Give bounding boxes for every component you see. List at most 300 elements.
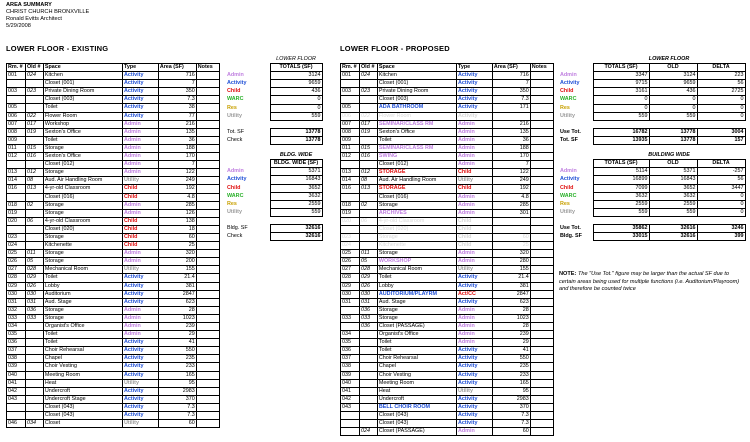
space-name: Flower Room (377, 112, 456, 120)
table-row (7, 282, 220, 290)
summary-type: WARC (227, 192, 244, 199)
space-type: Admin (456, 428, 492, 436)
table-row (7, 355, 220, 363)
space-type: Activity (122, 355, 158, 363)
room-number: 001 (341, 72, 360, 80)
space-type: Child (122, 225, 158, 233)
notes (530, 136, 553, 144)
notes (196, 225, 219, 233)
old-room-number (25, 96, 43, 104)
old-room-number (25, 339, 43, 347)
notes (530, 403, 553, 411)
table-row (341, 403, 554, 411)
old-room-number (25, 136, 43, 144)
old-room-number: 024 (25, 72, 43, 80)
notes (196, 355, 219, 363)
space-name: Undercroft (43, 387, 122, 395)
room-number: 018 (341, 201, 360, 209)
area-sf: 7.3 (158, 96, 196, 104)
summary-type: Utility (227, 208, 242, 215)
space-type: Child (456, 185, 492, 193)
notes (530, 209, 553, 217)
document-header (6, 2, 89, 30)
space-type: Admin (122, 306, 158, 314)
table-row (341, 331, 554, 339)
room-number: 007 (7, 120, 26, 128)
total-value: 32616 (649, 233, 697, 241)
space-name: Choir Vesting (377, 371, 456, 379)
room-number (7, 225, 26, 233)
floor-summary-title: LOWER FLOOR (276, 56, 316, 62)
space-type: Utility (122, 420, 158, 428)
area-sf: 7.3 (158, 403, 196, 411)
space-name: Private Dining Room (43, 88, 122, 96)
summary-type: WARC (560, 192, 577, 199)
notes (196, 72, 219, 80)
notes (196, 242, 219, 250)
notes (196, 201, 219, 209)
summary-value: 56 (697, 80, 745, 88)
old-room-number (25, 395, 43, 403)
room-number: 034 (7, 323, 26, 331)
notes (530, 412, 553, 420)
notes (530, 193, 553, 201)
summary-value: 2725 (697, 88, 745, 96)
notes (530, 363, 553, 371)
use-total-note (559, 271, 744, 294)
old-room-number: 02 (359, 201, 377, 209)
area-sf: 188 (158, 144, 196, 152)
area-sf: 320 (158, 250, 196, 258)
space-type: Activity (122, 363, 158, 371)
total-value: 16782 (593, 128, 649, 136)
space-name: Closet (016) (377, 193, 456, 201)
room-number (341, 420, 360, 428)
proposed-summary-table (559, 56, 746, 241)
notes (530, 347, 553, 355)
room-number: 042 (7, 387, 26, 395)
notes (196, 403, 219, 411)
notes (196, 250, 219, 258)
space-type: Activity (122, 96, 158, 104)
spacer-cell (559, 64, 593, 72)
space-type: Admin (456, 258, 492, 266)
space-type: Utility (122, 379, 158, 387)
room-number: 043 (7, 395, 26, 403)
total-label: Tot. SF (227, 128, 245, 135)
col-header: Rm. # (341, 64, 360, 72)
space-type: Admin (456, 209, 492, 217)
space-type: Activity (456, 403, 492, 411)
total-value: 399 (697, 233, 745, 241)
summary-value: 2559 (649, 200, 697, 208)
table-row (7, 323, 220, 331)
summary-value: 0 (649, 96, 697, 104)
summary-value: 559 (649, 208, 697, 216)
table-row (341, 88, 554, 96)
summary-type: WARC (227, 96, 244, 103)
old-room-number: 012 (359, 169, 377, 177)
space-type: Admin (456, 323, 492, 331)
space-name: Choir Rehearsal (43, 347, 122, 355)
notes (196, 80, 219, 88)
space-name: WORKSHOP (377, 258, 456, 266)
notes (530, 201, 553, 209)
summary-value: 9715 (593, 80, 649, 88)
space-type: Activity (122, 80, 158, 88)
room-number: 008 (7, 128, 26, 136)
spacer-cell (226, 160, 270, 168)
spacer-cell (559, 56, 593, 64)
summary-value: 0 (593, 104, 649, 112)
table-header-row (341, 64, 554, 72)
space-name: Toilet (377, 339, 456, 347)
space-name: STORAGE (377, 169, 456, 177)
room-number: 029 (341, 282, 360, 290)
notes (530, 379, 553, 387)
notes (196, 323, 219, 331)
room-number: 042 (341, 395, 360, 403)
space-type: Child (456, 169, 492, 177)
room-number: 025 (341, 250, 360, 258)
room-number: 039 (7, 363, 26, 371)
table-row (341, 161, 554, 169)
summary-value: 223 (697, 72, 745, 80)
room-number: 012 (341, 153, 360, 161)
space-type: Child (122, 233, 158, 241)
summary-value: 56 (697, 176, 745, 184)
room-number (341, 80, 360, 88)
total-value: 3004 (697, 128, 745, 136)
spacer-cell (559, 216, 593, 224)
col-header: Space (377, 64, 456, 72)
room-number: 031 (7, 298, 26, 306)
space-name: Undercroft (377, 395, 456, 403)
space-name: Lobby (43, 282, 122, 290)
room-number: 013 (7, 169, 26, 177)
old-room-number: 030 (359, 290, 377, 298)
room-number (341, 161, 360, 169)
area-sf: 41 (158, 339, 196, 347)
notes (196, 347, 219, 355)
room-number: 003 (7, 88, 26, 96)
old-room-number: 029 (25, 274, 43, 282)
summary-row (559, 208, 745, 216)
space-name: Organist's Office (43, 323, 122, 331)
notes (196, 387, 219, 395)
room-number: 033 (7, 314, 26, 322)
summary-type: Child (227, 184, 241, 191)
old-room-number: 013 (25, 185, 43, 193)
notes (196, 290, 219, 298)
total-label: Use Tot. (560, 224, 581, 231)
notes (530, 242, 553, 250)
room-number: 014 (7, 177, 26, 185)
room-number: 020 (341, 217, 360, 225)
summary-row (559, 96, 745, 104)
space-name: Closet (016) (43, 193, 122, 201)
room-number: 038 (7, 355, 26, 363)
old-room-number (359, 395, 377, 403)
notes (196, 274, 219, 282)
old-room-number (25, 193, 43, 201)
spacer-cell (226, 145, 270, 153)
table-row (341, 282, 554, 290)
col-header: Notes (196, 64, 219, 72)
spacer-cell (226, 64, 270, 72)
total-label: Bldg. SF (227, 224, 248, 231)
old-room-number (359, 379, 377, 387)
total-value: 32616 (270, 233, 322, 241)
old-room-number: 024 (359, 428, 377, 436)
summary-col-header: DELTA (697, 160, 745, 168)
spacer-cell (226, 216, 270, 224)
room-number: 036 (7, 339, 26, 347)
summary-type: WARC (560, 96, 577, 103)
notes (530, 153, 553, 161)
notes (530, 250, 553, 258)
space-name: Closet (PASSAGE) (377, 428, 456, 436)
old-room-number (25, 379, 43, 387)
summary-value: 5371 (649, 168, 697, 176)
summary-title: BUILDING WIDE (648, 152, 690, 159)
old-room-number: 019 (359, 128, 377, 136)
area-sf: 4.8 (158, 193, 196, 201)
summary-col-header: OLD (649, 160, 697, 168)
table-row (7, 144, 220, 152)
old-room-number: 022 (25, 112, 43, 120)
table-row (341, 274, 554, 282)
old-room-number (359, 80, 377, 88)
space-type: Admin (456, 314, 492, 322)
area-sf: 25 (158, 242, 196, 250)
summary-value: 559 (270, 208, 322, 216)
table-row (341, 193, 554, 201)
old-room-number (25, 225, 43, 233)
space-name: Chapel (377, 363, 456, 371)
space-name: Choir Rehearsal (377, 355, 456, 363)
space-name: Aud. Stage (43, 298, 122, 306)
old-room-number (359, 339, 377, 347)
space-type: Admin (456, 136, 492, 144)
table-row (7, 347, 220, 355)
col-header: Rm. # (7, 64, 26, 72)
area-sf: 165 (492, 379, 530, 387)
summary-type: Child (560, 88, 574, 95)
room-number: 026 (7, 258, 26, 266)
notes (530, 80, 553, 88)
bldg-summary-header: BLDG. WIDE (SF) (270, 160, 322, 168)
table-row (7, 371, 220, 379)
spacer-row (226, 120, 322, 128)
table-row (7, 104, 220, 112)
room-number: 029 (7, 282, 26, 290)
space-name: SWING (377, 153, 456, 161)
notes (196, 104, 219, 112)
summary-value: 3632 (649, 192, 697, 200)
space-name: Auditorium (43, 290, 122, 298)
summary-value: 0 (697, 192, 745, 200)
space-name: Storage (377, 314, 456, 322)
space-name: Storage (377, 306, 456, 314)
old-room-number: 033 (25, 314, 43, 322)
room-number: 011 (341, 144, 360, 152)
summary-type: Activity (560, 176, 580, 183)
existing-title: LOWER FLOOR - EXISTING (6, 44, 109, 53)
room-number: 036 (341, 347, 360, 355)
notes (530, 104, 553, 112)
space-name: Aud. Stage (377, 298, 456, 306)
old-room-number (25, 355, 43, 363)
area-sf: 77 (158, 112, 196, 120)
spacer-cell (697, 120, 745, 128)
summary-value: 3632 (593, 192, 649, 200)
header-date: 5/29/2008 (6, 23, 31, 29)
total-value: 157 (697, 136, 745, 144)
spacer-cell (649, 145, 697, 153)
old-room-number: 011 (359, 250, 377, 258)
summary-value: 9659 (270, 80, 322, 88)
notes (196, 209, 219, 217)
table-row (341, 266, 554, 274)
old-room-number: 08 (25, 177, 43, 185)
summary-row (559, 200, 745, 208)
space-type: Activity (456, 112, 492, 120)
area-sf: 7.3 (492, 420, 530, 428)
space-type: Admin (456, 306, 492, 314)
space-name: Sexton's Office (377, 128, 456, 136)
space-type: Utility (456, 177, 492, 185)
area-sf: 239 (158, 323, 196, 331)
room-number: 038 (341, 363, 360, 371)
spacer-cell (697, 145, 745, 153)
area-sf: 216 (492, 120, 530, 128)
space-name: Meeting Room (377, 379, 456, 387)
table-row (341, 209, 554, 217)
space-name: Storage (43, 306, 122, 314)
summary-type: Res (227, 200, 237, 207)
summary-col-header: OLD (649, 64, 697, 72)
space-type: Child (456, 242, 492, 250)
room-number: 016 (7, 185, 26, 193)
floor-summary-header: TOTALS (SF) (270, 64, 322, 72)
table-row (7, 80, 220, 88)
table-row (341, 387, 554, 395)
room-number: 037 (7, 347, 26, 355)
area-sf: 2983 (158, 387, 196, 395)
space-type: Activity (456, 96, 492, 104)
area-sf: 320 (492, 250, 530, 258)
table-row (7, 112, 220, 120)
summary-row (226, 104, 322, 112)
table-row (341, 314, 554, 322)
table-row (7, 395, 220, 403)
table-row (7, 258, 220, 266)
spacer-cell (270, 145, 322, 153)
space-type: Activity (122, 112, 158, 120)
notes (196, 112, 219, 120)
area-sf: 21.4 (492, 274, 530, 282)
table-row (341, 379, 554, 387)
notes (530, 144, 553, 152)
area-sf: 28 (158, 306, 196, 314)
notes (530, 225, 553, 233)
area-sf: 235 (492, 363, 530, 371)
old-room-number: 036 (359, 323, 377, 331)
area-sf: 170 (158, 153, 196, 161)
summary-value: 2559 (270, 200, 322, 208)
area-sf: 350 (492, 88, 530, 96)
space-name: Flower Room (43, 112, 122, 120)
table-row (7, 250, 220, 258)
area-sf: 301 (492, 209, 530, 217)
space-type: Activity (122, 395, 158, 403)
table-row (341, 395, 554, 403)
area-sf: 7 (158, 80, 196, 88)
space-name: Closet (043) (377, 412, 456, 420)
room-number: 016 (341, 185, 360, 193)
old-room-number: 06 (25, 217, 43, 225)
existing-room-table (6, 63, 220, 428)
notes (196, 314, 219, 322)
table-row (341, 96, 554, 104)
space-name: SEMINAR/CLASS RM (377, 144, 456, 152)
space-name: Toilet (43, 274, 122, 282)
col-header: Old # (359, 64, 377, 72)
space-type: Admin (122, 144, 158, 152)
table-row (7, 403, 220, 411)
old-room-number: 08 (359, 177, 377, 185)
notes (530, 420, 553, 428)
space-type: Activity (122, 371, 158, 379)
room-number: 009 (341, 136, 360, 144)
notes (196, 306, 219, 314)
summary-title: LOWER FLOOR (648, 56, 690, 62)
space-type: Admin (122, 331, 158, 339)
old-room-number (25, 323, 43, 331)
old-room-number: 028 (359, 266, 377, 274)
room-number: 030 (7, 290, 26, 298)
area-sf: 381 (492, 282, 530, 290)
summary-col-header: TOTALS (SF) (593, 160, 649, 168)
area-sf: 21.4 (158, 274, 196, 282)
area-sf: 28 (492, 323, 530, 331)
table-row (341, 233, 554, 241)
area-sf: 1023 (492, 314, 530, 322)
table-row (7, 209, 220, 217)
space-name: Sexton's Office (43, 153, 122, 161)
area-sf: 60 (492, 233, 530, 241)
notes (196, 298, 219, 306)
space-type: Admin (122, 323, 158, 331)
table-row (7, 339, 220, 347)
notes (196, 258, 219, 266)
area-sf: 155 (158, 266, 196, 274)
table-row (7, 412, 220, 420)
space-type: Child (122, 193, 158, 201)
old-room-number (359, 104, 377, 112)
notes (530, 185, 553, 193)
summary-value: 559 (593, 112, 649, 120)
table-row (341, 428, 554, 436)
space-name: Closet (003) (377, 96, 456, 104)
old-room-number: 023 (359, 88, 377, 96)
spacer-row (226, 145, 322, 153)
area-sf: 155 (492, 266, 530, 274)
old-room-number (25, 209, 43, 217)
area-sf (492, 225, 530, 233)
space-type: Activity (456, 298, 492, 306)
